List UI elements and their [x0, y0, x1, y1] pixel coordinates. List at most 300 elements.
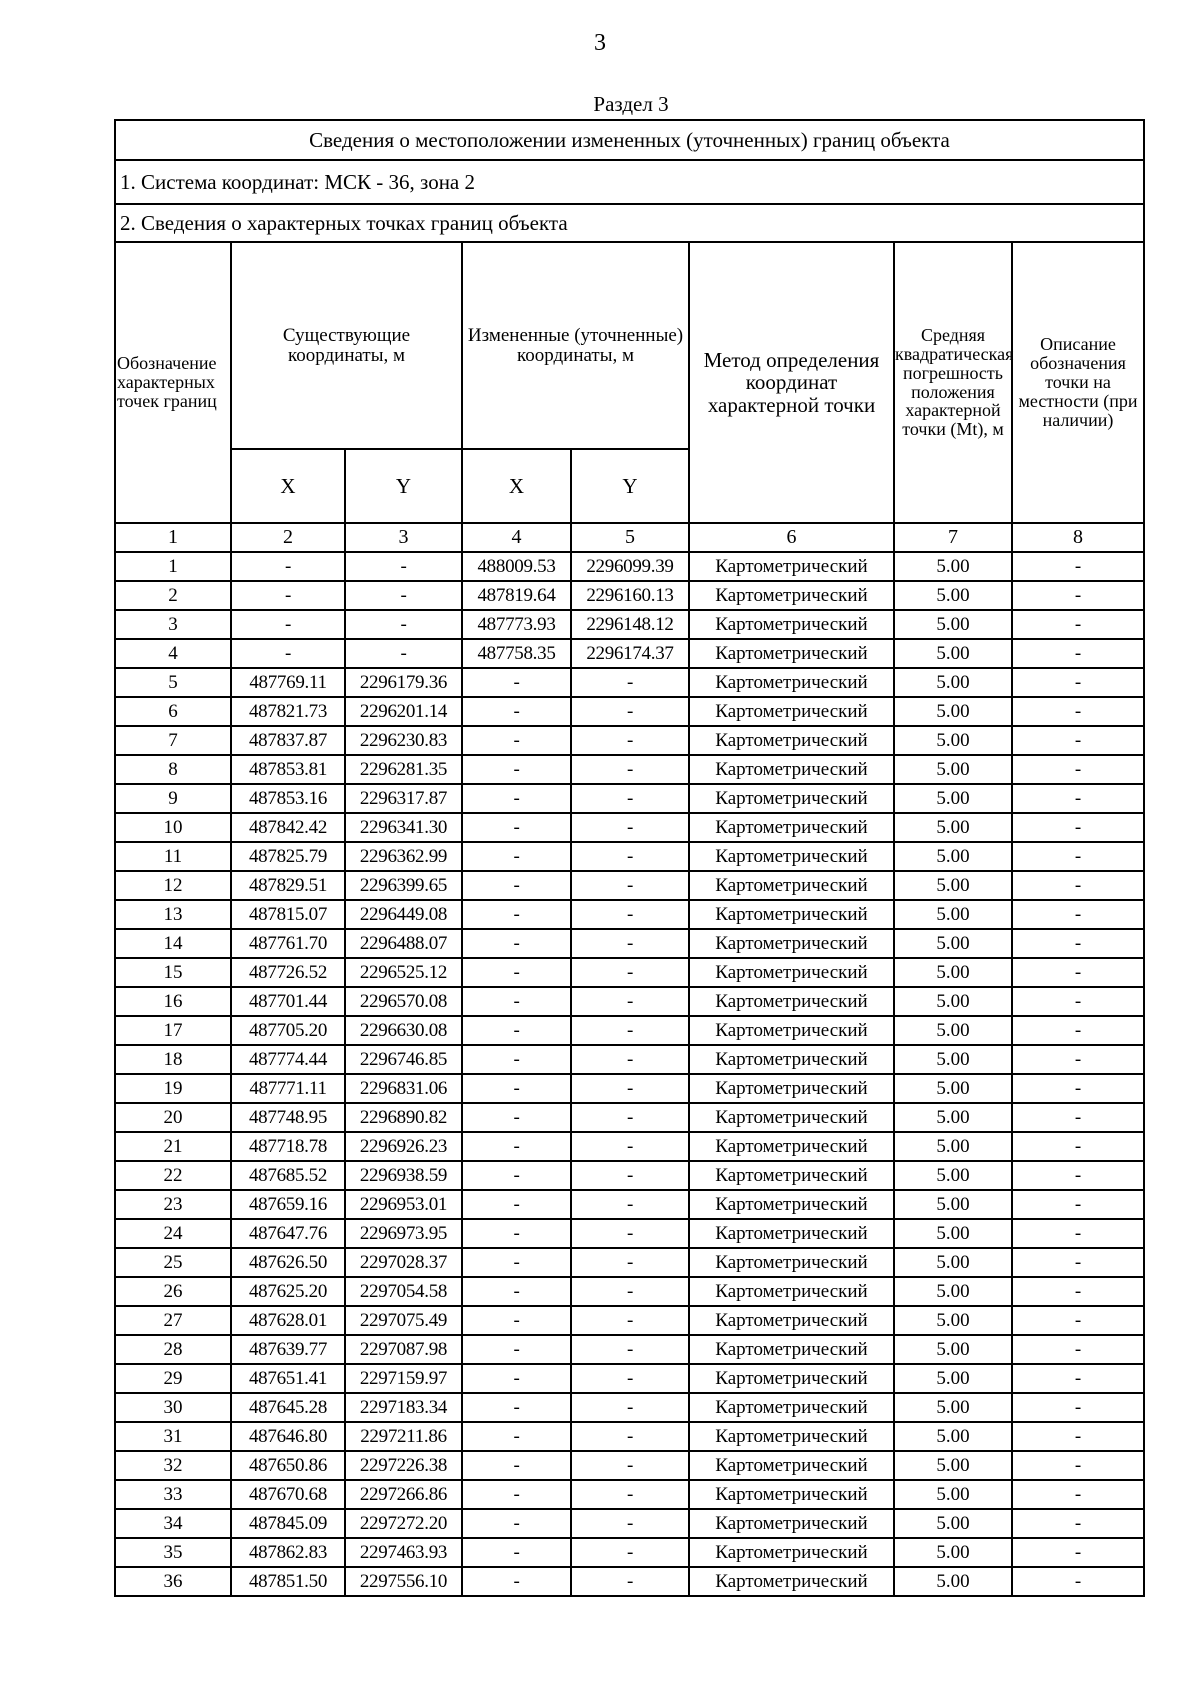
cell-description: -	[1012, 1393, 1144, 1422]
cell-point-id: 22	[115, 1161, 231, 1190]
table-row	[115, 668, 1144, 697]
cell-point-id: 21	[115, 1132, 231, 1161]
cell-changed-y: -	[571, 1306, 689, 1335]
cell-description: -	[1012, 1480, 1144, 1509]
cell-point-id: 2	[115, 581, 231, 610]
table-row	[115, 1277, 1144, 1306]
cell-existing-y: 2297054.58	[345, 1277, 462, 1306]
cell-changed-y: -	[571, 1509, 689, 1538]
cell-method: Картометрический	[689, 1306, 894, 1335]
cell-existing-y: 2296230.83	[345, 726, 462, 755]
header-method: Метод определения координат характерной точки	[689, 242, 894, 523]
cell-existing-y: 2297211.86	[345, 1422, 462, 1451]
cell-changed-x: -	[462, 842, 571, 871]
cell-changed-y: -	[571, 755, 689, 784]
cell-changed-y: -	[571, 1132, 689, 1161]
cell-mean-error: 5.00	[894, 552, 1012, 581]
cell-description: -	[1012, 1567, 1144, 1596]
cell-changed-y: -	[571, 842, 689, 871]
cell-changed-y: -	[571, 1190, 689, 1219]
cell-existing-y: 2297556.10	[345, 1567, 462, 1596]
cell-changed-y: -	[571, 1451, 689, 1480]
cell-method: Картометрический	[689, 1190, 894, 1219]
points-heading: 2. Сведения о характерных точках границ объекта	[115, 204, 1144, 242]
cell-method: Картометрический	[689, 1016, 894, 1045]
cell-description: -	[1012, 1335, 1144, 1364]
cell-changed-x: -	[462, 697, 571, 726]
cell-mean-error: 5.00	[894, 1248, 1012, 1277]
header-changed-y: Y	[571, 449, 689, 523]
cell-description: -	[1012, 842, 1144, 871]
cell-mean-error: 5.00	[894, 842, 1012, 871]
cell-existing-x: 487769.11	[231, 668, 345, 697]
cell-method: Картометрический	[689, 900, 894, 929]
table-row	[115, 1219, 1144, 1248]
cell-description: -	[1012, 1103, 1144, 1132]
table-row	[115, 813, 1144, 842]
cell-description: -	[1012, 1161, 1144, 1190]
cell-point-id: 29	[115, 1364, 231, 1393]
cell-changed-x: -	[462, 1480, 571, 1509]
header-changed-x: X	[462, 449, 571, 523]
cell-changed-x: -	[462, 1161, 571, 1190]
cell-point-id: 27	[115, 1306, 231, 1335]
cell-existing-x: 487718.78	[231, 1132, 345, 1161]
cell-existing-x: 487829.51	[231, 871, 345, 900]
cell-method: Картометрический	[689, 1277, 894, 1306]
cell-existing-y: -	[345, 610, 462, 639]
cell-point-id: 14	[115, 929, 231, 958]
cell-description: -	[1012, 1248, 1144, 1277]
cell-changed-x: 487758.35	[462, 639, 571, 668]
cell-mean-error: 5.00	[894, 1364, 1012, 1393]
cell-mean-error: 5.00	[894, 1509, 1012, 1538]
table-row	[115, 1567, 1144, 1596]
cell-point-id: 18	[115, 1045, 231, 1074]
cell-method: Картометрический	[689, 1074, 894, 1103]
cell-existing-y: 2296973.95	[345, 1219, 462, 1248]
cell-changed-y: 2296160.13	[571, 581, 689, 610]
cell-point-id: 23	[115, 1190, 231, 1219]
cell-mean-error: 5.00	[894, 668, 1012, 697]
table-row	[115, 610, 1144, 639]
cell-existing-y: 2296449.08	[345, 900, 462, 929]
cell-mean-error: 5.00	[894, 1103, 1012, 1132]
cell-existing-x: 487771.11	[231, 1074, 345, 1103]
cell-changed-x: -	[462, 813, 571, 842]
cell-method: Картометрический	[689, 1509, 894, 1538]
cell-point-id: 6	[115, 697, 231, 726]
cell-existing-x: 487825.79	[231, 842, 345, 871]
cell-existing-y: 2296938.59	[345, 1161, 462, 1190]
cell-method: Картометрический	[689, 552, 894, 581]
column-numbers-row	[115, 523, 1144, 552]
table-row	[115, 1248, 1144, 1277]
cell-method: Картометрический	[689, 726, 894, 755]
page-number: 3	[594, 30, 606, 56]
cell-method: Картометрический	[689, 987, 894, 1016]
cell-mean-error: 5.00	[894, 697, 1012, 726]
cell-description: -	[1012, 1538, 1144, 1567]
cell-existing-y: 2296317.87	[345, 784, 462, 813]
cell-changed-y: -	[571, 1393, 689, 1422]
cell-point-id: 17	[115, 1016, 231, 1045]
cell-mean-error: 5.00	[894, 784, 1012, 813]
cell-changed-y: -	[571, 1045, 689, 1074]
cell-existing-x: 487705.20	[231, 1016, 345, 1045]
cell-description: -	[1012, 871, 1144, 900]
cell-changed-y: -	[571, 929, 689, 958]
table-row	[115, 987, 1144, 1016]
cell-existing-y: 2297159.97	[345, 1364, 462, 1393]
column-number: 4	[462, 523, 571, 552]
table-row	[115, 1016, 1144, 1045]
cell-existing-x: -	[231, 639, 345, 668]
cell-method: Картометрический	[689, 1567, 894, 1596]
cell-mean-error: 5.00	[894, 1306, 1012, 1335]
cell-point-id: 34	[115, 1509, 231, 1538]
cell-changed-x: 488009.53	[462, 552, 571, 581]
cell-existing-y: 2297266.86	[345, 1480, 462, 1509]
column-number: 1	[115, 523, 231, 552]
cell-method: Картометрический	[689, 610, 894, 639]
cell-existing-y: 2297075.49	[345, 1306, 462, 1335]
table-row	[115, 1538, 1144, 1567]
table-row	[115, 871, 1144, 900]
header-existing-y: Y	[345, 449, 462, 523]
cell-description: -	[1012, 668, 1144, 697]
table-row	[115, 784, 1144, 813]
cell-existing-y: -	[345, 639, 462, 668]
cell-changed-x: -	[462, 987, 571, 1016]
cell-point-id: 25	[115, 1248, 231, 1277]
cell-changed-y: -	[571, 784, 689, 813]
cell-method: Картометрический	[689, 929, 894, 958]
cell-method: Картометрический	[689, 784, 894, 813]
cell-existing-x: 487774.44	[231, 1045, 345, 1074]
column-number: 6	[689, 523, 894, 552]
cell-changed-x: -	[462, 929, 571, 958]
cell-changed-y: -	[571, 1074, 689, 1103]
cell-point-id: 28	[115, 1335, 231, 1364]
cell-existing-x: 487837.87	[231, 726, 345, 755]
cell-method: Картометрический	[689, 1393, 894, 1422]
cell-description: -	[1012, 755, 1144, 784]
cell-method: Картометрический	[689, 668, 894, 697]
table-row	[115, 842, 1144, 871]
table-row	[115, 1509, 1144, 1538]
cell-mean-error: 5.00	[894, 1277, 1012, 1306]
cell-point-id: 30	[115, 1393, 231, 1422]
cell-mean-error: 5.00	[894, 581, 1012, 610]
cell-description: -	[1012, 697, 1144, 726]
cell-existing-x: 487845.09	[231, 1509, 345, 1538]
table-row	[115, 581, 1144, 610]
cell-existing-x: 487646.80	[231, 1422, 345, 1451]
cell-mean-error: 5.00	[894, 958, 1012, 987]
cell-existing-x: 487659.16	[231, 1190, 345, 1219]
header-changed-coordinates: Измененные (уточненные) координаты, м	[462, 242, 689, 449]
cell-existing-y: 2296570.08	[345, 987, 462, 1016]
table-row	[115, 1161, 1144, 1190]
cell-point-id: 16	[115, 987, 231, 1016]
cell-existing-x: 487842.42	[231, 813, 345, 842]
cell-description: -	[1012, 1451, 1144, 1480]
cell-changed-y: 2296099.39	[571, 552, 689, 581]
table-row	[115, 1074, 1144, 1103]
cell-changed-x: -	[462, 668, 571, 697]
cell-mean-error: 5.00	[894, 1016, 1012, 1045]
table-row	[115, 552, 1144, 581]
cell-point-id: 19	[115, 1074, 231, 1103]
cell-mean-error: 5.00	[894, 813, 1012, 842]
cell-mean-error: 5.00	[894, 1190, 1012, 1219]
cell-changed-x: -	[462, 1132, 571, 1161]
column-number: 8	[1012, 523, 1144, 552]
cell-existing-y: -	[345, 552, 462, 581]
table-row	[115, 1335, 1144, 1364]
cell-method: Картометрический	[689, 1364, 894, 1393]
table-row	[115, 1393, 1144, 1422]
cell-changed-x: -	[462, 1045, 571, 1074]
cell-changed-x: -	[462, 1567, 571, 1596]
cell-mean-error: 5.00	[894, 1132, 1012, 1161]
table-row	[115, 1422, 1144, 1451]
cell-existing-y: 2297272.20	[345, 1509, 462, 1538]
header-existing-x: X	[231, 449, 345, 523]
cell-existing-x: 487651.41	[231, 1364, 345, 1393]
cell-existing-y: 2296890.82	[345, 1103, 462, 1132]
cell-existing-x: 487647.76	[231, 1219, 345, 1248]
cell-changed-y: -	[571, 1161, 689, 1190]
cell-method: Картометрический	[689, 1103, 894, 1132]
cell-existing-x: 487639.77	[231, 1335, 345, 1364]
cell-changed-x: 487819.64	[462, 581, 571, 610]
cell-point-id: 7	[115, 726, 231, 755]
cell-point-id: 33	[115, 1480, 231, 1509]
cell-description: -	[1012, 929, 1144, 958]
cell-method: Картометрический	[689, 1161, 894, 1190]
cell-mean-error: 5.00	[894, 1219, 1012, 1248]
cell-description: -	[1012, 1422, 1144, 1451]
cell-changed-x: -	[462, 900, 571, 929]
cell-existing-x: 487851.50	[231, 1567, 345, 1596]
cell-mean-error: 5.00	[894, 1422, 1012, 1451]
cell-method: Картометрический	[689, 871, 894, 900]
coordinate-system: 1. Система координат: МСК - 36, зона 2	[115, 160, 1144, 204]
cell-existing-y: 2297028.37	[345, 1248, 462, 1277]
cell-changed-x: -	[462, 1190, 571, 1219]
cell-changed-x: -	[462, 1219, 571, 1248]
cell-method: Картометрический	[689, 1132, 894, 1161]
cell-mean-error: 5.00	[894, 1538, 1012, 1567]
cell-point-id: 36	[115, 1567, 231, 1596]
column-number: 7	[894, 523, 1012, 552]
cell-existing-y: 2296201.14	[345, 697, 462, 726]
cell-mean-error: 5.00	[894, 900, 1012, 929]
cell-description: -	[1012, 1016, 1144, 1045]
cell-changed-x: 487773.93	[462, 610, 571, 639]
cell-changed-x: -	[462, 726, 571, 755]
cell-description: -	[1012, 958, 1144, 987]
table-row	[115, 1190, 1144, 1219]
cell-description: -	[1012, 1045, 1144, 1074]
cell-mean-error: 5.00	[894, 1335, 1012, 1364]
cell-mean-error: 5.00	[894, 726, 1012, 755]
cell-changed-y: -	[571, 1364, 689, 1393]
cell-existing-y: 2297463.93	[345, 1538, 462, 1567]
cell-changed-y: -	[571, 1422, 689, 1451]
cell-existing-y: 2296362.99	[345, 842, 462, 871]
cell-changed-y: -	[571, 1538, 689, 1567]
cell-description: -	[1012, 900, 1144, 929]
cell-mean-error: 5.00	[894, 1161, 1012, 1190]
cell-existing-x: 487625.20	[231, 1277, 345, 1306]
cell-existing-x: 487761.70	[231, 929, 345, 958]
cell-changed-y: -	[571, 813, 689, 842]
cell-existing-x: 487853.81	[231, 755, 345, 784]
cell-changed-x: -	[462, 1451, 571, 1480]
cell-point-id: 35	[115, 1538, 231, 1567]
cell-mean-error: 5.00	[894, 1045, 1012, 1074]
cell-existing-y: 2296630.08	[345, 1016, 462, 1045]
cell-description: -	[1012, 581, 1144, 610]
cell-changed-y: -	[571, 1103, 689, 1132]
cell-method: Картометрический	[689, 639, 894, 668]
cell-changed-x: -	[462, 1509, 571, 1538]
cell-changed-x: -	[462, 871, 571, 900]
cell-description: -	[1012, 1277, 1144, 1306]
cell-changed-x: -	[462, 1306, 571, 1335]
cell-point-id: 9	[115, 784, 231, 813]
cell-point-id: 12	[115, 871, 231, 900]
cell-changed-y: 2296148.12	[571, 610, 689, 639]
cell-existing-x: 487748.95	[231, 1103, 345, 1132]
cell-description: -	[1012, 1190, 1144, 1219]
cell-existing-x: -	[231, 610, 345, 639]
cell-point-id: 32	[115, 1451, 231, 1480]
column-number: 2	[231, 523, 345, 552]
cell-point-id: 15	[115, 958, 231, 987]
cell-existing-x: 487685.52	[231, 1161, 345, 1190]
cell-description: -	[1012, 1074, 1144, 1103]
section-label: Раздел 3	[593, 92, 669, 116]
cell-description: -	[1012, 1306, 1144, 1335]
cell-existing-y: 2296831.06	[345, 1074, 462, 1103]
cell-changed-y: -	[571, 726, 689, 755]
cell-existing-x: -	[231, 552, 345, 581]
cell-mean-error: 5.00	[894, 1074, 1012, 1103]
cell-method: Картометрический	[689, 697, 894, 726]
cell-changed-y: -	[571, 987, 689, 1016]
cell-point-id: 11	[115, 842, 231, 871]
cell-changed-y: -	[571, 1016, 689, 1045]
cell-mean-error: 5.00	[894, 1451, 1012, 1480]
table-row	[115, 1103, 1144, 1132]
cell-method: Картометрический	[689, 1480, 894, 1509]
table-row	[115, 726, 1144, 755]
cell-point-id: 1	[115, 552, 231, 581]
cell-existing-y: 2296746.85	[345, 1045, 462, 1074]
cell-changed-x: -	[462, 1364, 571, 1393]
cell-changed-y: -	[571, 1277, 689, 1306]
cell-method: Картометрический	[689, 755, 894, 784]
cell-existing-y: 2296281.35	[345, 755, 462, 784]
cell-mean-error: 5.00	[894, 639, 1012, 668]
cell-changed-y: -	[571, 958, 689, 987]
table-row	[115, 1364, 1144, 1393]
table-row	[115, 929, 1144, 958]
cell-method: Картометрический	[689, 1422, 894, 1451]
cell-changed-x: -	[462, 1074, 571, 1103]
table-row	[115, 697, 1144, 726]
cell-method: Картометрический	[689, 1451, 894, 1480]
coordinates-table	[114, 119, 1145, 1597]
cell-method: Картометрический	[689, 1045, 894, 1074]
cell-point-id: 5	[115, 668, 231, 697]
cell-existing-x: 487701.44	[231, 987, 345, 1016]
header-description: Описание обозначения точки на местности (при наличии)	[1012, 242, 1144, 523]
cell-point-id: 26	[115, 1277, 231, 1306]
cell-changed-x: -	[462, 1016, 571, 1045]
cell-existing-y: 2297087.98	[345, 1335, 462, 1364]
table-row	[115, 900, 1144, 929]
cell-changed-y: -	[571, 1335, 689, 1364]
cell-method: Картометрический	[689, 1248, 894, 1277]
cell-point-id: 24	[115, 1219, 231, 1248]
cell-method: Картометрический	[689, 1538, 894, 1567]
cell-changed-x: -	[462, 1335, 571, 1364]
cell-changed-x: -	[462, 958, 571, 987]
cell-description: -	[1012, 1132, 1144, 1161]
cell-mean-error: 5.00	[894, 1480, 1012, 1509]
cell-method: Картометрический	[689, 813, 894, 842]
cell-existing-x: 487645.28	[231, 1393, 345, 1422]
cell-description: -	[1012, 726, 1144, 755]
cell-changed-x: -	[462, 784, 571, 813]
table-row	[115, 639, 1144, 668]
cell-existing-x: 487821.73	[231, 697, 345, 726]
cell-changed-x: -	[462, 1538, 571, 1567]
cell-existing-y: 2297226.38	[345, 1451, 462, 1480]
cell-existing-x: 487650.86	[231, 1451, 345, 1480]
cell-description: -	[1012, 813, 1144, 842]
cell-changed-y: -	[571, 668, 689, 697]
table-row	[115, 1306, 1144, 1335]
cell-existing-y: 2296399.65	[345, 871, 462, 900]
table-row	[115, 958, 1144, 987]
header-existing-coordinates: Существующие координаты, м	[231, 242, 462, 449]
cell-changed-y: -	[571, 900, 689, 929]
cell-existing-x: 487626.50	[231, 1248, 345, 1277]
cell-point-id: 3	[115, 610, 231, 639]
header-mean-error: Средняя квадратическая погрешность положения характерной точки (Mt), м	[894, 242, 1012, 523]
cell-existing-y: 2296926.23	[345, 1132, 462, 1161]
table-row	[115, 1480, 1144, 1509]
cell-description: -	[1012, 784, 1144, 813]
cell-changed-y: -	[571, 1219, 689, 1248]
cell-existing-x: 487628.01	[231, 1306, 345, 1335]
cell-method: Картометрический	[689, 1219, 894, 1248]
table-row	[115, 1451, 1144, 1480]
cell-mean-error: 5.00	[894, 755, 1012, 784]
table-row	[115, 755, 1144, 784]
cell-changed-x: -	[462, 755, 571, 784]
cell-existing-x: 487726.52	[231, 958, 345, 987]
cell-point-id: 10	[115, 813, 231, 842]
cell-mean-error: 5.00	[894, 610, 1012, 639]
cell-description: -	[1012, 1364, 1144, 1393]
